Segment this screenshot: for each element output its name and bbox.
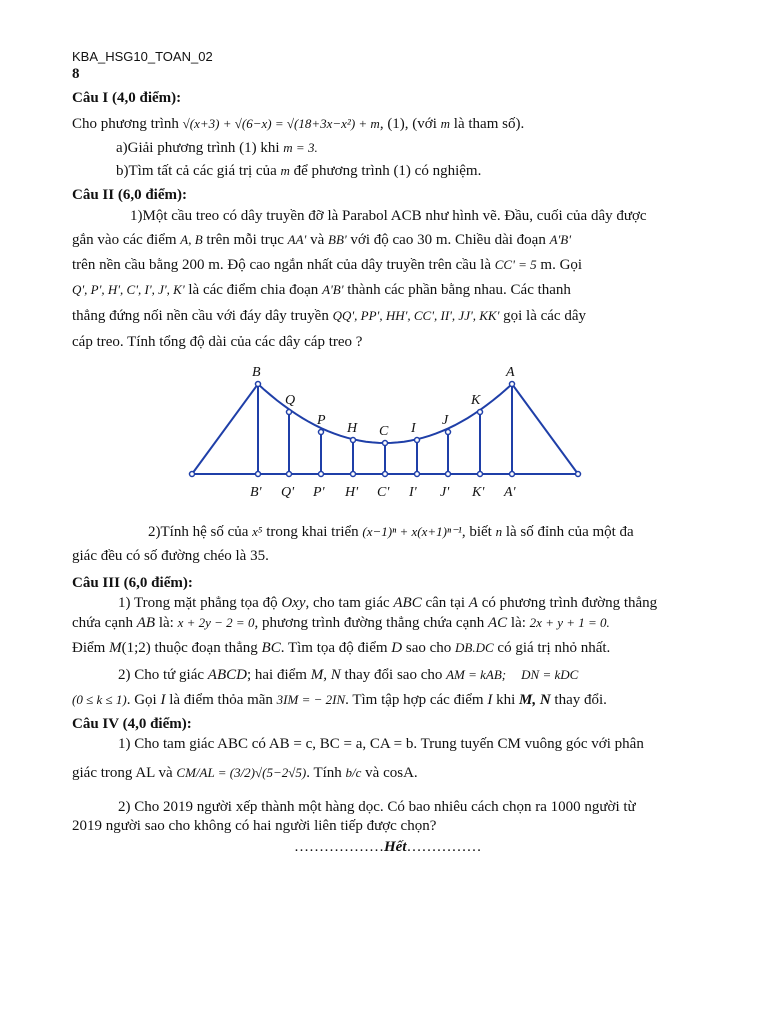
question-3-title: Câu III (6,0 điểm): — [72, 575, 193, 591]
question-4-2-line-2: 2019 người sao cho không có hai người liên tiếp được chọn? — [72, 818, 437, 834]
label-C: C — [379, 424, 389, 439]
end-marker: ………………Hết…………… — [294, 839, 482, 855]
question-2-2-line-1: 2)Tính hệ số của x⁵ trong khai triển (x−1)ⁿ + x(x+1)ⁿ⁻¹, biết n là số đỉnh của một đa — [148, 524, 634, 540]
suspension-bridge-figure — [180, 360, 590, 505]
point-8 — [319, 472, 324, 477]
question-1a: a)Giải phương trình (1) khi m = 3. — [116, 140, 318, 156]
point-15 — [446, 430, 451, 435]
point-7 — [319, 430, 324, 435]
point-19 — [510, 382, 515, 387]
question-3-2-line-2: (0 ≤ k ≤ 1). Gọi I là điểm thỏa mãn 3IM = − 2IN. Tìm tập hợp các điểm I khi M, N thay đổi. — [72, 692, 607, 708]
point-9 — [351, 438, 356, 443]
label-H': H' — [345, 485, 359, 500]
question-3-1-line-1: 1) Trong mặt phẳng tọa độ Oxy, cho tam giác ABC cân tại A có phương trình đường thẳng — [118, 595, 658, 611]
question-3-1-line-2: chứa cạnh AB là: x + 2y − 2 = 0, phương trình đường thẳng chứa cạnh AC là: 2x + y + 1 = 0. — [72, 615, 610, 631]
label-P: P — [317, 413, 326, 428]
label-B': B' — [250, 485, 262, 500]
question-1-statement: Cho phương trình √(x+3) + √(6−x) = √(18+3x−x²) + m, (1), (với m là tham số). — [72, 116, 525, 132]
point-10 — [351, 472, 356, 477]
question-3-2-line-1: 2) Cho tứ giác ABCD; hai điểm M, N thay đổi sao cho AM = kAB; DN = kDC — [118, 667, 579, 683]
point-1 — [190, 472, 195, 477]
label-K: K — [471, 393, 481, 408]
question-2-2-line-2: giác đều có số đường chéo là 35. — [72, 548, 269, 564]
point-11 — [383, 441, 388, 446]
point-4 — [256, 472, 261, 477]
question-1b: b)Tìm tất cả các giá trị của m để phương trình (1) có nghiệm. — [116, 163, 482, 179]
label-J: J — [442, 413, 449, 428]
label-A': A' — [504, 485, 516, 500]
point-16 — [446, 472, 451, 477]
point-18 — [478, 472, 483, 477]
question-2-1-line-4: Q', P', H', C', I', J', K' là các điểm chia đoạn A'B' thành các phần bằng nhau. Các thanh — [72, 282, 571, 298]
point-12 — [383, 472, 388, 477]
point-3 — [256, 382, 261, 387]
document-code: KBA_HSG10_TOAN_02 — [72, 49, 213, 64]
label-I': I' — [409, 485, 417, 500]
question-2-title: Câu II (6,0 điểm): — [72, 187, 187, 203]
equation-1: √(x+3) + √(6−x) = √(18+3x−x²) + m — [182, 116, 380, 131]
question-4-1-line-2: giác trong AL và CM/AL = (3/2)√(5−2√5). Tính b/c và cosA. — [72, 765, 418, 781]
label-J': J' — [440, 485, 450, 500]
point-6 — [287, 472, 292, 477]
point-17 — [478, 410, 483, 415]
point-13 — [415, 438, 420, 443]
point-14 — [415, 472, 420, 477]
page-number: 8 — [72, 66, 80, 82]
label-B: B — [252, 365, 261, 380]
label-C': C' — [377, 485, 390, 500]
label-A: A — [506, 365, 515, 380]
question-2-1-line-6: cáp treo. Tính tổng độ dài của các dây cáp treo ? — [72, 334, 363, 350]
label-H: H — [347, 421, 358, 436]
label-I: I — [411, 421, 416, 436]
question-2-1-line-2: gắn vào các điểm A, B trên mỗi trục AA' và BB' với độ cao 30 m. Chiều dài đoạn A'B' — [72, 232, 572, 248]
question-2-1-line-1: 1)Một cầu treo có dây truyền đỡ là Parabol ACB như hình vẽ. Đầu, cuối của dây được — [130, 208, 647, 224]
right-support-cable — [512, 384, 578, 474]
question-3-1-line-3: Điểm M(1;2) thuộc đoạn thẳng BC. Tìm tọa độ điểm D sao cho DB.DC có giá trị nhỏ nhất. — [72, 640, 611, 656]
point-2 — [576, 472, 581, 477]
question-4-1-line-1: 1) Cho tam giác ABC có AB = c, BC = a, CA = b. Trung tuyến CM vuông góc với phân — [118, 736, 644, 752]
question-1-title: Câu I (4,0 điểm): — [72, 90, 182, 106]
label-Q': Q' — [281, 485, 295, 500]
label-K': K' — [472, 485, 485, 500]
question-2-1-line-3: trên nền cầu bằng 200 m. Độ cao ngắn nhất của dây truyền trên cầu là CC' = 5 m. Gọi — [72, 257, 583, 273]
question-2-1-line-5: thẳng đứng nối nền cầu với đáy dây truyền QQ', PP', HH', CC', II', JJ', KK' gọi là các dây — [72, 308, 586, 324]
label-P': P' — [313, 485, 325, 500]
question-4-2-line-1: 2) Cho 2019 người xếp thành một hàng dọc. Có bao nhiêu cách chọn ra 1000 người từ — [118, 799, 636, 815]
question-4-title: Câu IV (4,0 điểm): — [72, 716, 192, 732]
point-20 — [510, 472, 515, 477]
label-Q: Q — [285, 393, 296, 408]
point-5 — [287, 410, 292, 415]
left-support-cable — [192, 384, 258, 474]
